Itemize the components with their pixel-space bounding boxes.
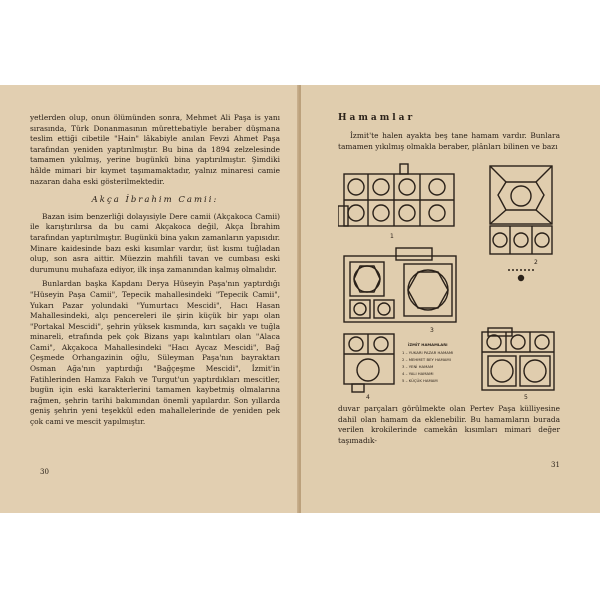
section-title-hamamlar: Hamamlar <box>338 113 416 123</box>
plan-4 <box>344 334 394 392</box>
plan-2 <box>490 166 552 281</box>
plan-label-1: 1 <box>390 233 394 240</box>
svg-text:2 – MEHMET BEY HAMAMI: 2 – MEHMET BEY HAMAMI <box>402 357 451 362</box>
left-paragraph-1: yetlerden olup, onun ölümünden sonra, Mehmet Ali Paşa is yanı sırasında, Türk Donanmasının mürettebatiyle beraber düşmana teslim ettiği cibetile "Hain" lâkabiyle anılan Fevzi Ahmet Paşa tarafından yeniden yaptırılmıştır. Bu bina da 1894 zelzelesinde tamamen yıkılmış, yerine bugünkü bina yaptırılmıştır. Şimdiki hâlde mimari bir kıymet taşımamaktadır, yalnız minaresi camie nazaran daha eski gösterilmektedir. <box>30 113 280 186</box>
svg-text:1 – YUKARI PAZAR HAMAMI: 1 – YUKARI PAZAR HAMAMI <box>402 350 454 355</box>
page-number-right: 31 <box>551 461 560 469</box>
left-page-body <box>30 113 280 428</box>
left-paragraph-3: Bunlardan başka Kapdanı Derya Hüseyin Paşa'nın yaptırdığı "Hüseyin Paşa Camii", Tepecik mahallesindeki "Tepecik Camii", Yukarı Pazar yolundaki "Yumurtacı Mescidi", Hacı Hasan Mahallesindeki, alçı pencereleri ile şirin küçük bir yapı olan "Portakal Mescidi", şehrin yüksek kısmında, kırı saçaklı ve tuğla minareli, etrafında pek çok Bizans yapı kalıntıları olan "Alaca Cami", Akçakoca Mahallesindeki "Hacı Aycaz Mescidi", Bağ Çeşmede Orhangazinin oğlu, Süleyman Paşa'nın bayraktarı Osman Ağa'nın yaptırdığı "Bağçeşme Mescidi", İzmit'in Fatihlerinden Hamza Fakıh ve Turgut'un yaptırdıkları mescitler, bugün için eski karakterlerini tamamen kaybetmiş olmalarına rağmen, şehrin tarihi bakımından önemli yapılardır. Son yıllarda geniş şehrin yeni teşekkül eden mahallelerinde de yeniden pek çok cami ve mescit yapılmıştır. <box>30 279 280 427</box>
plan-label-3: 3 <box>430 327 434 334</box>
right-paragraph-2: duvar parçaları görülmekte olan Pertev Paşa külliyesine dahil olan hamam da eklenebilir. Bu hamamların burada verilen krokilerinde camekân kısımları mimari değer taşımadık- <box>338 404 560 445</box>
page-number-left: 30 <box>40 468 49 476</box>
svg-text:4 – YALI HAMAMI: 4 – YALI HAMAMI <box>402 371 434 376</box>
svg-text:İZMİT HAMAMLARI: İZMİT HAMAMLARI <box>408 342 448 347</box>
plan-3 <box>344 248 456 322</box>
plan-label-2: 2 <box>534 259 538 266</box>
plan-1 <box>338 164 454 226</box>
hamam-plans-figure <box>338 160 560 400</box>
right-paragraph-1: İzmit'te halen ayakta beş tane hamam vardır. Bunlara tamamen yıkılmış olmakla beraber, plânları bilinen ve bazı <box>338 131 560 151</box>
svg-text:3 – YENİ HAMAM: 3 – YENİ HAMAM <box>402 364 434 369</box>
figure-legend <box>402 342 453 383</box>
plan-label-5: 5 <box>524 394 528 400</box>
section-heading: Akça İbrahim Camii: <box>91 195 219 206</box>
svg-text:5 – KÜÇÜK HAMAM: 5 – KÜÇÜK HAMAM <box>402 378 438 383</box>
left-page <box>0 85 299 513</box>
plan-5 <box>482 328 554 390</box>
plan-label-4: 4 <box>366 394 370 400</box>
left-paragraph-2: Bazan isim benzerliği dolayısiyle Dere camii (Akçakoca Camii) ile karıştırılırsa da bu cami Akçakoca değil, Akça İbrahim tarafından yaptırılmıştır. Bugünkü bina yakın zamanların yapısıdır. Minare kaidesinde bazı eski kısımlar vardır, üst kısmı tuğladan olup, son asra aittir. Müezzin mahfili tavan ve cumbası eski durumunu muhafaza ediyor, ilk inşa zamanından kalmış olmalıdır. <box>30 211 280 274</box>
